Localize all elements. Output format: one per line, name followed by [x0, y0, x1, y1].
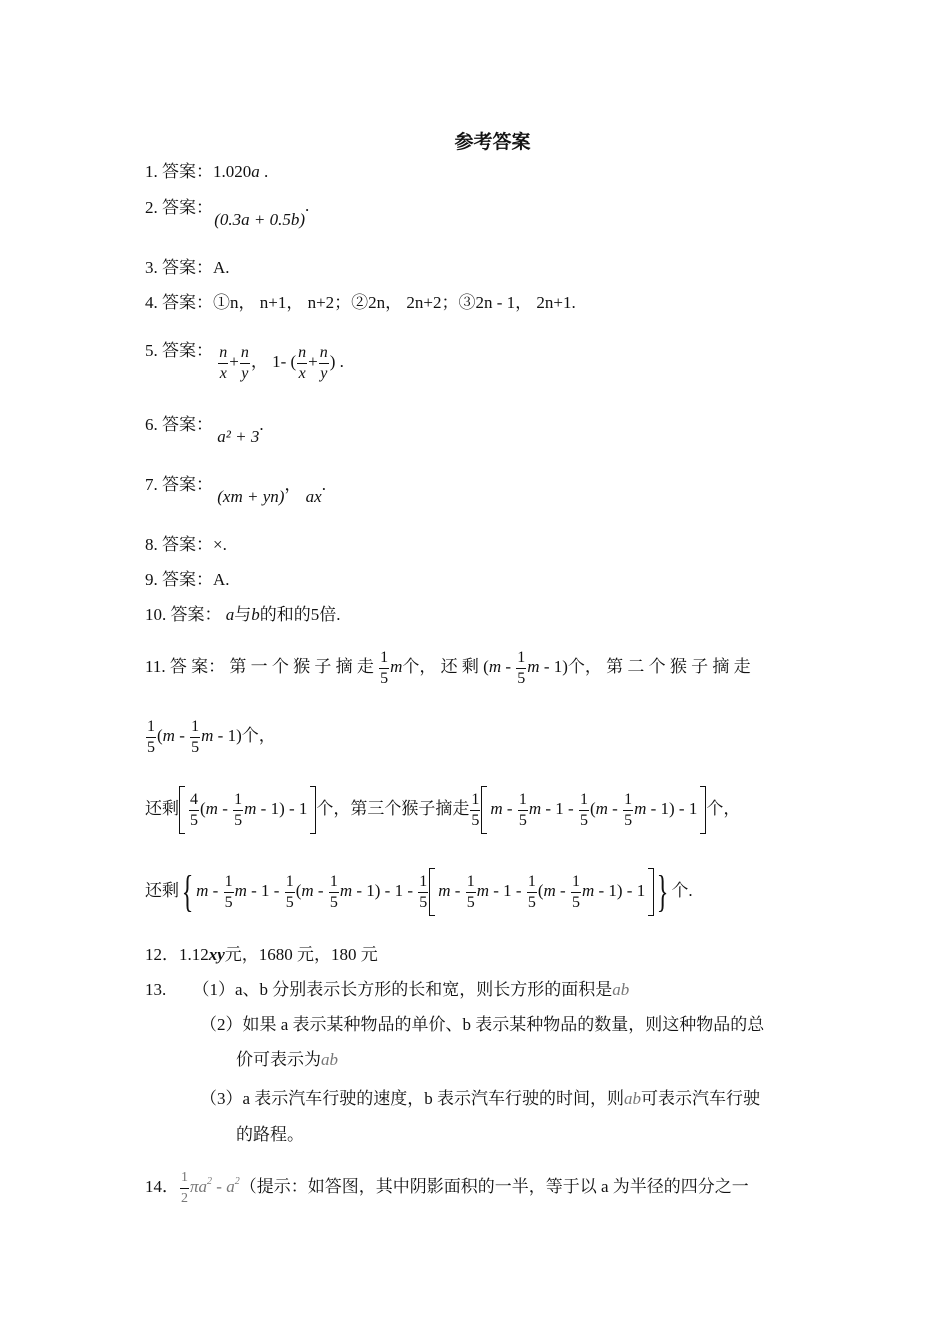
answer-11-line-2: $\frac{1}{5}$ (m - $\frac{1}{5}$ m - 1)个， [147, 717, 276, 756]
answer-prefix: 答案： [162, 162, 213, 181]
answer-11-line-4: 还剩{ m - $\frac{1}{5}$ m - 1 - $\frac{1}{5}$ (m - $\frac{1}{5}$ m - 1) - 1 - $\frac{1}{5}$ m - $\frac{1}{5}$ m - 1 - $\frac{1}{5}$ (m - $\frac{1}{5}$ m - 1) - 1 } 个. [145, 867, 693, 917]
answer-expr: (xm + yn) [217, 487, 285, 506]
answer-13-part-2: （2）如果 a 表示某种物品的单价、b 表示某种物品的数量，则这种物品的总 [200, 1015, 765, 1034]
answer-13-part-2-cont: 价可表示为ab [236, 1050, 338, 1069]
answer-8: 8. 答案：×. [145, 535, 227, 554]
answer-9: 9. 答案：A. [145, 570, 230, 589]
answer-expr: (0.3a + 0.5b) [214, 210, 306, 229]
fraction: $\frac{n}{y}$ [319, 343, 328, 382]
fraction: $\frac{1}{5}$ [147, 717, 155, 756]
answer-expr: ax [305, 487, 322, 506]
fraction: $\frac{n}{y}$ [240, 343, 249, 382]
answer-5: 5. 答案： $\frac{n}{x}$ + $\frac{n}{y}$ ， 1- ( $\frac{n}{x}$ + $\frac{n}{y}$ ) . [145, 341, 344, 382]
answer-1: 1. 答案：1.020a . [145, 162, 269, 181]
answer-number: 1. [145, 162, 158, 181]
answer-13-part-1: 13. （1）a、b 分别表示长方形的长和宽，则长方形的面积是ab [145, 980, 630, 999]
answer-var: a [251, 162, 260, 181]
fraction: $\frac{1}{2}$ [181, 1169, 188, 1206]
answer-expr: a² + 3 [217, 427, 260, 446]
fraction: $\frac{1}{5}$ [380, 648, 389, 687]
answer-3: 3. 答案：A. [145, 258, 230, 277]
page-title: 参考答案 [454, 132, 531, 153]
answer-13-part-3: （3）a 表示汽车行驶的速度，b 表示汽车行驶的时间，则ab可表示汽车行驶 [200, 1089, 761, 1108]
fraction: $\frac{n}{x}$ [298, 343, 307, 382]
fraction: $\frac{n}{x}$ [219, 343, 228, 382]
answer-11-line-3: 还剩 $\frac{4}{5}$ (m - $\frac{1}{5}$ m - 1) - 1 个，第三个猴子摘走 $\frac{1}{5}$ m - $\frac{1}{5}$ m - 1 - $\frac{1}{5}$ (m - $\frac{1}{5}$ m - 1) - 1 个， [145, 784, 740, 834]
answer-expr: ①n， n+1， n+2；②2n， 2n+2；③2n - 1， 2n+1. [213, 293, 576, 312]
answer-13-part-3-cont: 的路程。 [236, 1125, 304, 1144]
answer-2: 2. 答案： (0.3a + 0.5b). [145, 196, 310, 229]
answer-10: 10. 答案： a与b的和的5倍. [145, 605, 341, 624]
answer-4: 4. 答案：①n， n+1， n+2；②2n， 2n+2；③2n - 1， 2n+1. [145, 293, 576, 312]
answer-6: 6. 答案： a² + 3. [145, 415, 264, 446]
answer-value: 1.020 [213, 162, 252, 181]
answer-14: 14． $\frac{1}{2}$ $\pi a^2 - a^2$（提示：如答图，其中阴影面积的一半，等于以 a 为半径的四分之一 [145, 1160, 749, 1209]
answer-7: 7. 答案： (xm + yn)， ax. [145, 475, 326, 506]
answer-12: 12．1.12xy元，1680 元，180 元 [145, 945, 378, 964]
answer-11-line-1: 11. 答 案： 第 一 个 猴 子 摘 走 $\frac{1}{5}$ m个， 还 剩 (m - $\frac{1}{5}$ m - 1)个， 第 二 个 猴 子 摘 走 [145, 648, 751, 687]
